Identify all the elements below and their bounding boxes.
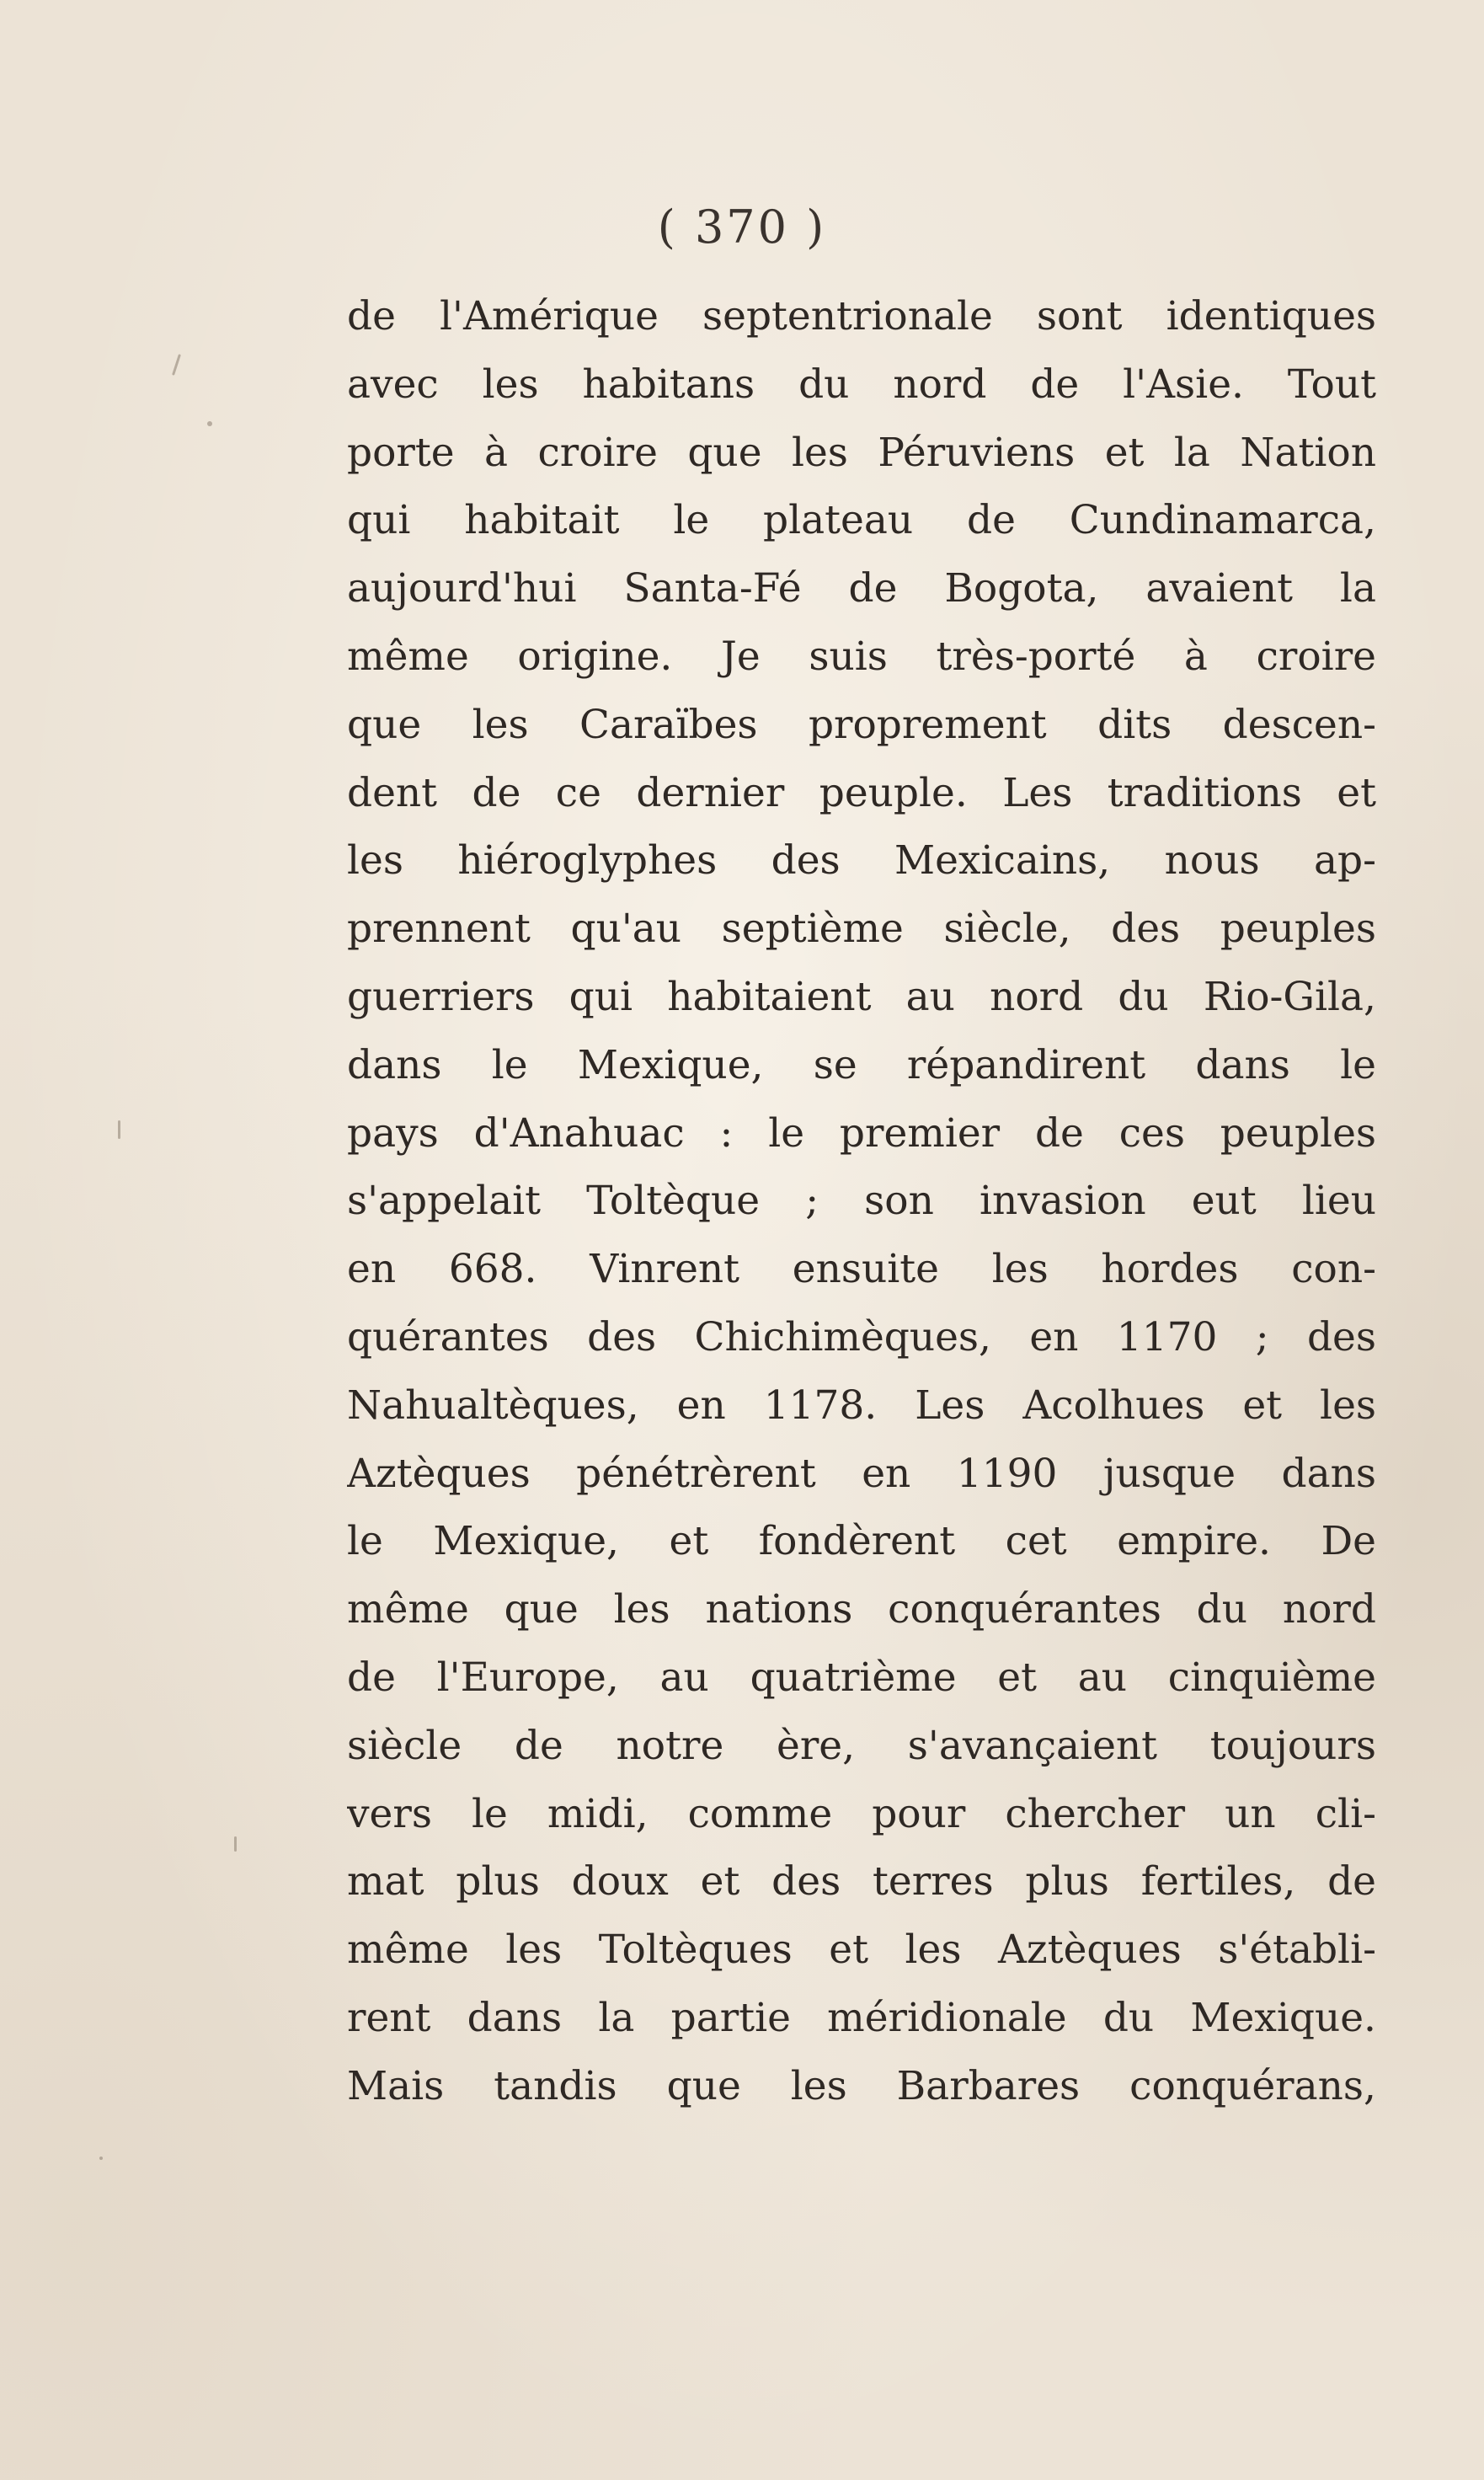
page-number: ( 370 ) bbox=[657, 200, 827, 254]
text-line: même origine. Je suis très-porté à croire bbox=[347, 633, 1376, 680]
text-line: Aztèques pénétrèrent en 1190 jusque dans bbox=[347, 1450, 1376, 1497]
text-line: vers le midi, comme pour chercher un cli- bbox=[347, 1790, 1376, 1837]
text-line: porte à croire que les Péruviens et la Nation bbox=[347, 429, 1376, 476]
text-line: que les Caraïbes proprement dits descen- bbox=[347, 701, 1376, 748]
text-line: guerriers qui habitaient au nord du Rio-Gila, bbox=[347, 973, 1376, 1020]
text-line: les hiéroglyphes des Mexicains, nous ap- bbox=[347, 837, 1376, 885]
text-line: de l'Europe, au quatrième et au cinquième bbox=[347, 1654, 1376, 1701]
text-line: même les Toltèques et les Aztèques s'établi- bbox=[347, 1927, 1376, 1974]
text-line: siècle de notre ère, s'avançaient toujours bbox=[347, 1722, 1376, 1769]
text-line: aujourd'hui Santa-Fé de Bogota, avaient la bbox=[347, 565, 1376, 612]
text-line: Mais tandis que les Barbares conquérans, bbox=[347, 2062, 1376, 2109]
text-line: en 668. Vinrent ensuite les hordes con- bbox=[347, 1246, 1376, 1293]
text-line: rent dans la partie méridionale du Mexique. bbox=[347, 1994, 1376, 2041]
text-line: quérantes des Chichimèques, en 1170 ; des bbox=[347, 1313, 1376, 1360]
paper-speck bbox=[207, 421, 212, 426]
text-line: dent de ce dernier peuple. Les traditions et bbox=[347, 769, 1376, 816]
paper-speck bbox=[234, 1836, 237, 1852]
text-line: Nahualtèques, en 1178. Les Acolhues et les bbox=[347, 1382, 1376, 1429]
text-line: qui habitait le plateau de Cundinamarca, bbox=[347, 497, 1376, 544]
text-line: mat plus doux et des terres plus fertiles, de bbox=[347, 1858, 1376, 1905]
paper-speck bbox=[172, 354, 181, 376]
body-text bbox=[347, 283, 1376, 2121]
text-line: s'appelait Toltèque ; son invasion eut lieu bbox=[347, 1178, 1376, 1225]
text-line: le Mexique, et fondèrent cet empire. De bbox=[347, 1518, 1376, 1565]
text-line: pays d'Anahuac : le premier de ces peuples bbox=[347, 1109, 1376, 1157]
text-line: de l'Amérique septentrionale sont identiques bbox=[347, 293, 1376, 339]
text-line: même que les nations conquérantes du nord bbox=[347, 1586, 1376, 1633]
text-line: avec les habitans du nord de l'Asie. Tout bbox=[347, 361, 1376, 408]
paper-speck bbox=[118, 1120, 120, 1139]
text-line: dans le Mexique, se répandirent dans le bbox=[347, 1041, 1376, 1088]
paper-speck bbox=[99, 2157, 103, 2160]
text-line: prennent qu'au septième siècle, des peuples bbox=[347, 906, 1376, 953]
